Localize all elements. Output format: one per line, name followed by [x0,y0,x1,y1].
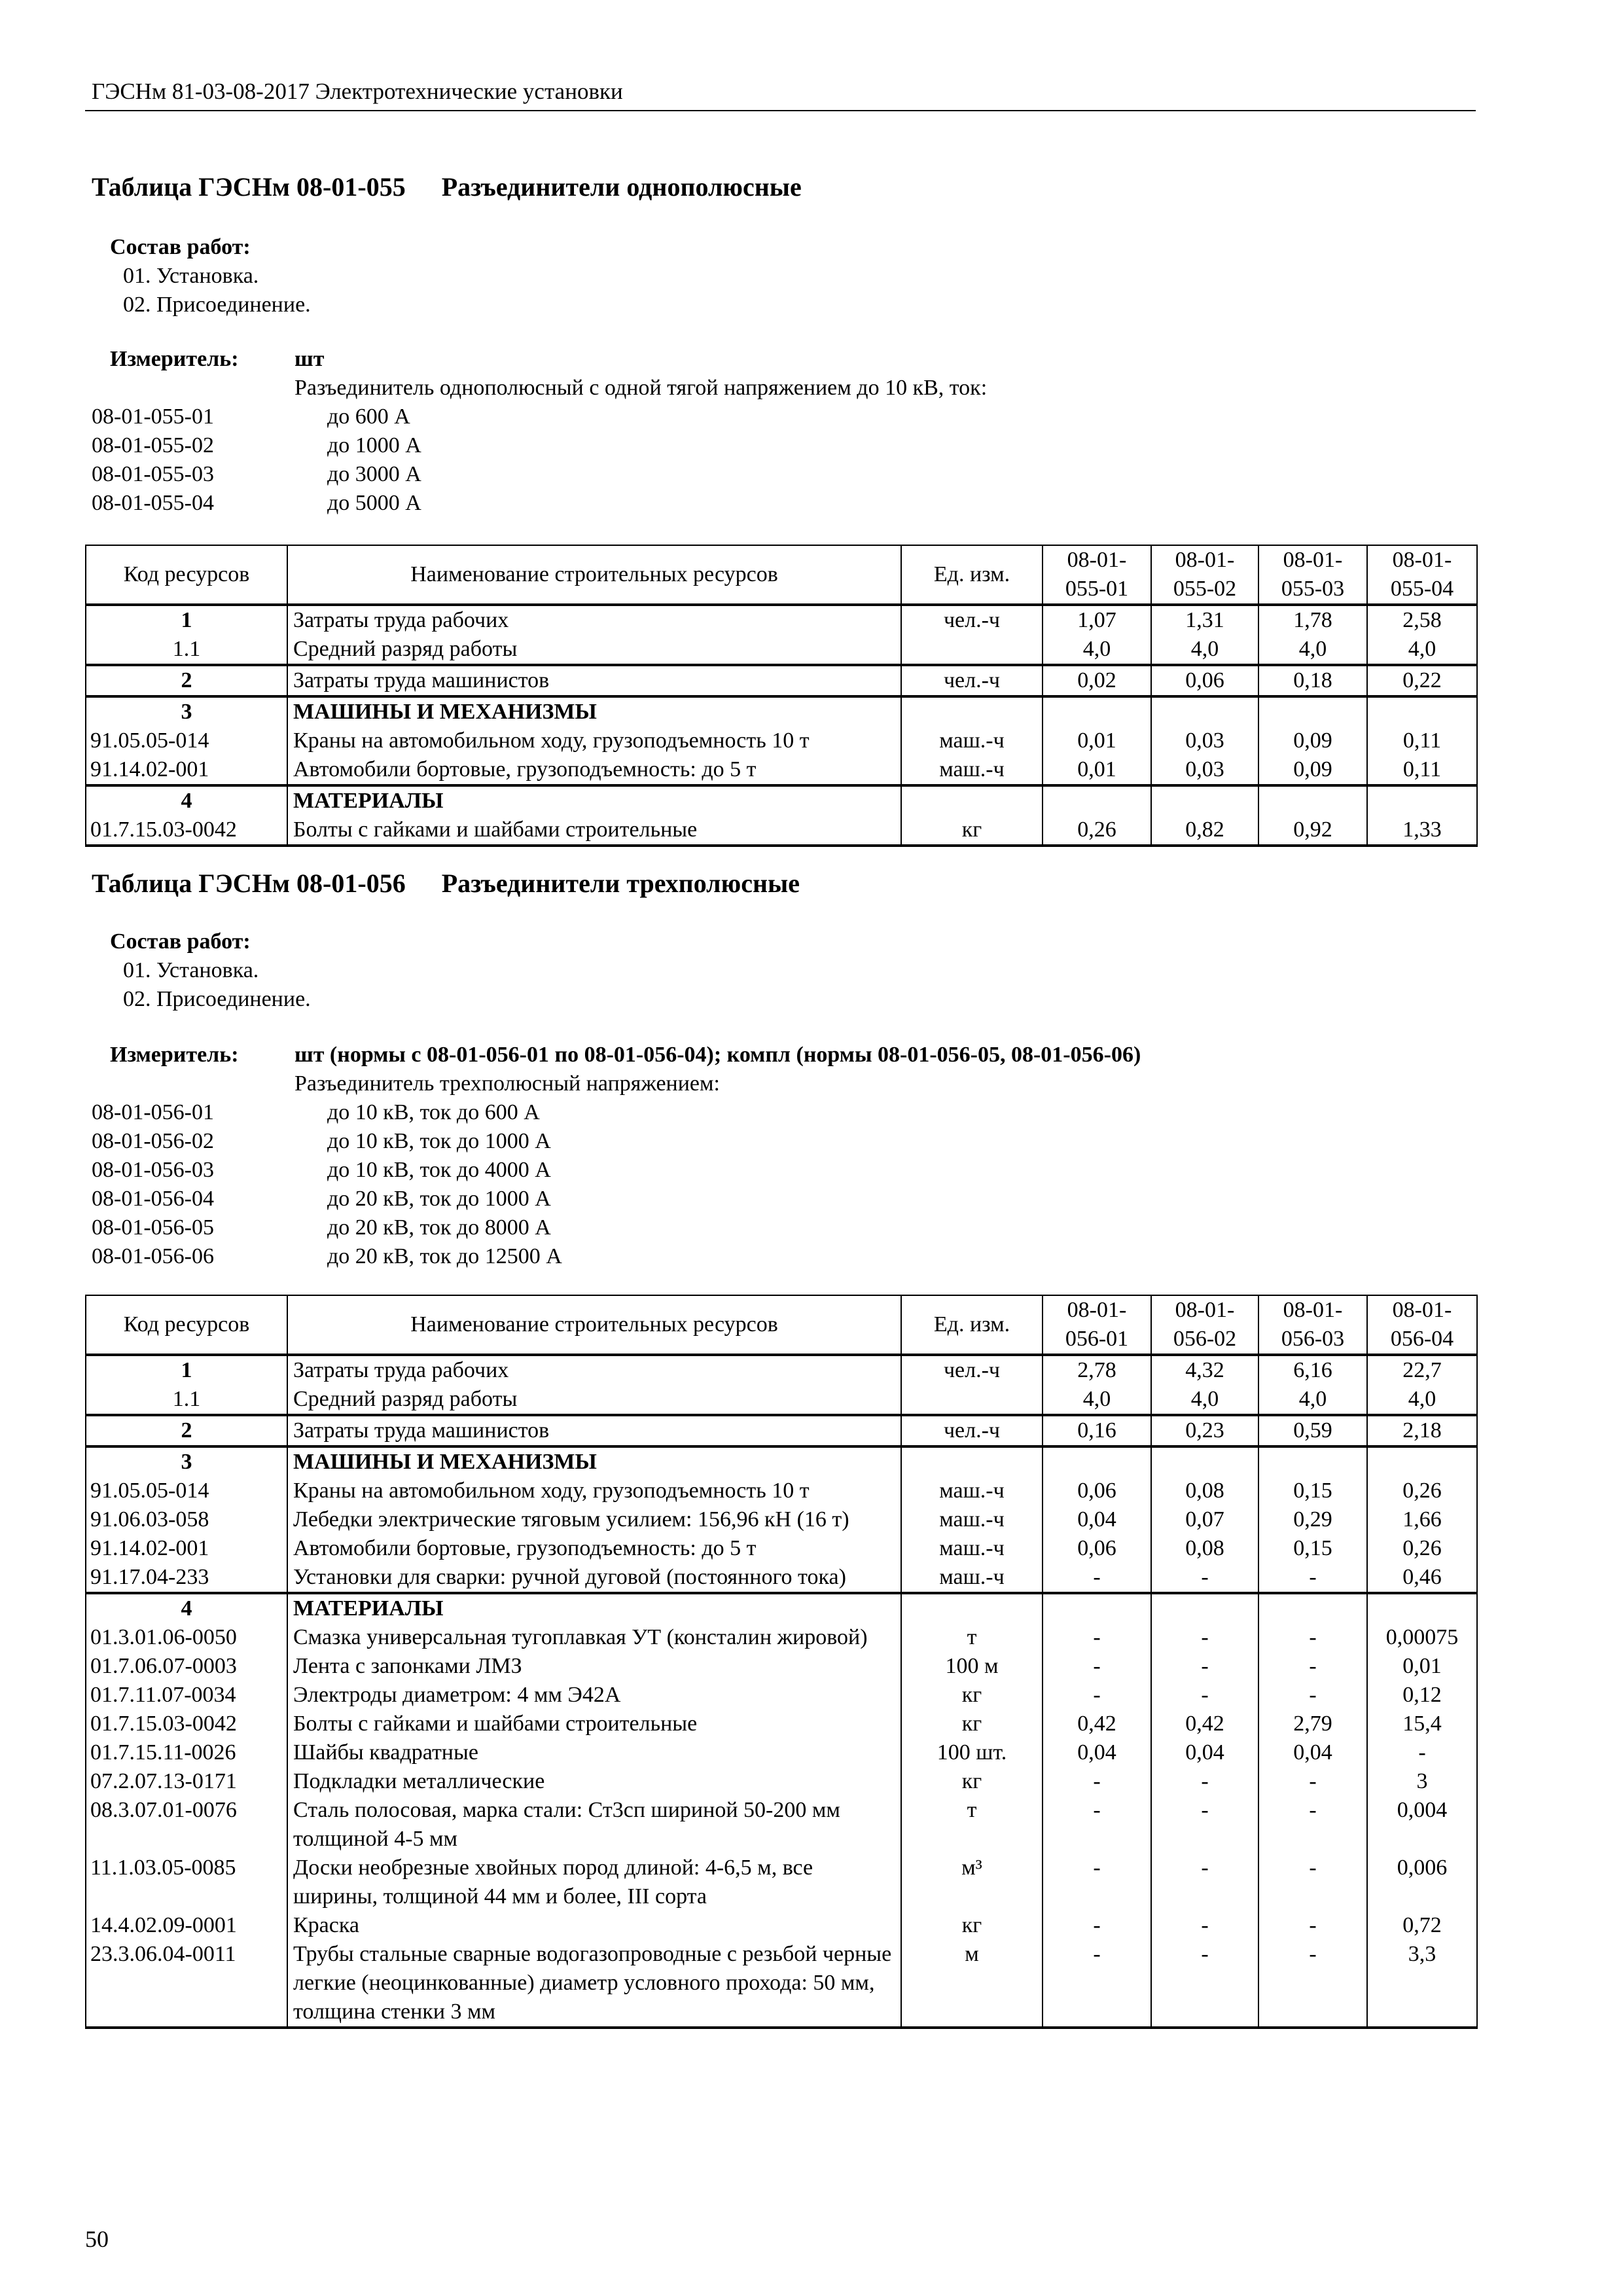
resource-code: 4 [86,1593,287,1623]
norm-value: - [1043,1911,1151,1940]
norm-value: 0,04 [1151,1738,1258,1767]
table-header-row [86,545,1477,605]
resource-unit: чел.-ч [901,605,1043,635]
resource-name: МАТЕРИАЛЫ [287,1593,901,1623]
work-item: 01. Установка. [123,264,259,288]
resource-unit: кг [901,1681,1043,1710]
table-row [86,1767,1477,1796]
resource-unit [901,635,1043,665]
resource-name: Лента с запонками ЛМЗ [287,1652,901,1681]
resource-code: 1.1 [86,635,287,665]
resource-unit: маш.-ч [901,1477,1043,1505]
measure-label: Измеритель: [110,347,239,371]
col-header-code: Код ресурсов [86,1295,287,1355]
norm-value: 0,03 [1151,726,1258,755]
norm-value: 0,12 [1367,1681,1477,1710]
table-row [86,1738,1477,1767]
resource-unit: т [901,1623,1043,1652]
norm-code: 08-01-056-03 [92,1158,214,1182]
work-item: 02. Присоединение. [123,987,311,1011]
resource-name: Шайбы квадратные [287,1738,901,1767]
table-row [86,1940,1477,2028]
norm-value [1258,696,1367,726]
table-row [86,605,1477,635]
norm-value: - [1258,1767,1367,1796]
resource-unit [901,785,1043,816]
norm-value: 0,01 [1043,755,1151,785]
resource-name: Подкладки металлические [287,1767,901,1796]
table-title [92,868,800,899]
norm-text: до 20 кВ, ток до 12500 А [327,1244,562,1268]
resource-name: Краны на автомобильном ходу, грузоподъемность 10 т [287,1477,901,1505]
norm-code: 08-01-055-03 [92,462,214,486]
norm-value: - [1258,1652,1367,1681]
col-header-unit: Ед. изм. [901,545,1043,605]
norm-value [1043,1446,1151,1477]
norm-value: 15,4 [1367,1710,1477,1738]
table-row [86,755,1477,785]
table-row [86,1710,1477,1738]
norm-value: - [1043,1681,1151,1710]
norm-value: 0,26 [1367,1534,1477,1563]
norm-value: - [1258,1796,1367,1854]
norm-code: 08-01-055-01 [92,404,214,429]
norm-value: 1,33 [1367,816,1477,846]
norm-value: 0,09 [1258,726,1367,755]
norm-header-line1: 08-01- [1392,548,1452,572]
norm-text: до 20 кВ, ток до 1000 А [327,1187,551,1211]
norm-description: Разъединитель трехполюсный напряжением: [294,1071,720,1096]
col-header-name: Наименование строительных ресурсов [287,545,901,605]
col-header-norm [1367,545,1477,605]
work-composition-label: Состав работ: [110,235,251,259]
resource-code: 1 [86,605,287,635]
resource-code: 3 [86,696,287,726]
norm-value: 0,16 [1043,1415,1151,1446]
norm-text: до 5000 А [327,491,421,515]
table-row [86,1623,1477,1652]
resource-code: 01.7.15.03-0042 [86,1710,287,1738]
resource-unit: кг [901,816,1043,846]
table-row [86,1593,1477,1623]
table-row [86,1681,1477,1710]
col-header-unit: Ед. изм. [901,1295,1043,1355]
table-row [86,665,1477,696]
resource-name: Затраты труда машинистов [287,1415,901,1446]
norm-value: - [1258,1681,1367,1710]
norm-header-line2: 056-03 [1281,1327,1345,1351]
col-header-norm [1043,1295,1151,1355]
table-row [86,1355,1477,1385]
norm-value: 4,0 [1043,1385,1151,1415]
col-header-code: Код ресурсов [86,545,287,605]
col-header-norm [1367,1295,1477,1355]
norm-header-line1: 08-01- [1283,548,1343,572]
resource-name: Краска [287,1911,901,1940]
norm-value: - [1151,1623,1258,1652]
norm-value: 0,22 [1367,665,1477,696]
resource-code: 2 [86,665,287,696]
resource-code: 4 [86,785,287,816]
norm-code: 08-01-055-02 [92,433,214,457]
norm-value [1043,785,1151,816]
norm-value [1151,1446,1258,1477]
norm-header-line2: 056-01 [1065,1327,1129,1351]
col-header-name: Наименование строительных ресурсов [287,1295,901,1355]
norm-value: 0,29 [1258,1505,1367,1534]
norm-value: 0,08 [1151,1477,1258,1505]
norm-header-line2: 055-02 [1173,577,1237,601]
norm-value: 22,7 [1367,1355,1477,1385]
norm-header-line1: 08-01- [1283,1298,1343,1322]
document-header: ГЭСНм 81-03-08-2017 Электротехнические установки [92,79,623,104]
norm-header-line1: 08-01- [1067,1298,1127,1322]
page-number: 50 [85,2226,109,2252]
norm-value: 1,31 [1151,605,1258,635]
norm-header-line2: 055-04 [1390,577,1454,601]
table-row [86,1652,1477,1681]
resource-code: 01.7.15.03-0042 [86,816,287,846]
col-header-norm [1043,545,1151,605]
resource-code: 91.14.02-001 [86,755,287,785]
resource-unit: кг [901,1710,1043,1738]
resource-code: 91.17.04-233 [86,1563,287,1593]
norm-header-line1: 08-01- [1175,548,1235,572]
norm-value: 1,66 [1367,1505,1477,1534]
table-row [86,696,1477,726]
norm-value: - [1258,1854,1367,1911]
table-title [92,171,802,202]
table-title-name: Разъединители трехполюсные [441,869,800,898]
resource-name: Затраты труда машинистов [287,665,901,696]
norm-code: 08-01-056-04 [92,1187,214,1211]
table-row [86,1534,1477,1563]
measure-value: шт (нормы с 08-01-056-01 по 08-01-056-04); компл (нормы 08-01-056-05, 08-01-056-06) [294,1043,1141,1067]
norm-value: - [1258,1563,1367,1593]
resource-name: Трубы стальные сварные водогазопроводные с резьбой черные легкие (неоцинкованные) диаметр условного прохода: 50 мм, толщина стенки 3 мм [287,1940,901,2028]
norm-value [1367,1593,1477,1623]
resource-unit [901,1593,1043,1623]
norm-value [1151,785,1258,816]
resource-code: 01.7.06.07-0003 [86,1652,287,1681]
resource-unit: м [901,1940,1043,2028]
norm-value [1258,1446,1367,1477]
work-item: 02. Присоединение. [123,293,311,317]
norm-value: 0,06 [1043,1477,1151,1505]
col-header-norm [1258,1295,1367,1355]
col-header-norm [1258,545,1367,605]
resource-unit: м³ [901,1854,1043,1911]
resource-unit [901,1446,1043,1477]
resource-name: Краны на автомобильном ходу, грузоподъемность 10 т [287,726,901,755]
norm-value: 0,006 [1367,1854,1477,1911]
resources-table [85,545,1478,847]
norm-code: 08-01-056-05 [92,1215,214,1240]
norm-value [1043,696,1151,726]
resource-unit: т [901,1796,1043,1854]
norm-value: 0,09 [1258,755,1367,785]
norm-value: 0,23 [1151,1415,1258,1446]
resource-code: 91.05.05-014 [86,1477,287,1505]
norm-text: до 10 кВ, ток до 1000 А [327,1129,551,1153]
norm-text: до 1000 А [327,433,421,457]
norm-text: до 20 кВ, ток до 8000 А [327,1215,551,1240]
resource-code: 1 [86,1355,287,1385]
norm-value: 4,0 [1043,635,1151,665]
resource-unit: чел.-ч [901,1415,1043,1446]
resource-code: 3 [86,1446,287,1477]
norm-value: - [1043,1623,1151,1652]
norm-value: 4,32 [1151,1355,1258,1385]
norm-value: 0,03 [1151,755,1258,785]
resource-code: 01.7.15.11-0026 [86,1738,287,1767]
resource-name: Средний разряд работы [287,635,901,665]
norm-value: 0,26 [1043,816,1151,846]
norm-value: 3 [1367,1767,1477,1796]
norm-text: до 10 кВ, ток до 600 А [327,1100,540,1124]
norm-value [1043,1593,1151,1623]
resource-name: МАШИНЫ И МЕХАНИЗМЫ [287,1446,901,1477]
norm-value: - [1151,1681,1258,1710]
norm-value: 0,42 [1043,1710,1151,1738]
norm-value: - [1043,1563,1151,1593]
resource-name: Средний разряд работы [287,1385,901,1415]
measure-label: Измеритель: [110,1043,239,1067]
table-row [86,816,1477,846]
table-row [86,785,1477,816]
resource-name: Лебедки электрические тяговым усилием: 156,96 кН (16 т) [287,1505,901,1534]
norm-value [1151,1593,1258,1623]
norm-value: 2,78 [1043,1355,1151,1385]
norm-value: - [1151,1796,1258,1854]
norm-value: 0,15 [1258,1534,1367,1563]
norm-value: 0,01 [1367,1652,1477,1681]
resource-unit: маш.-ч [901,1563,1043,1593]
norm-header-line2: 055-01 [1065,577,1129,601]
resource-name: Автомобили бортовые, грузоподъемность: до 5 т [287,755,901,785]
measure-value: шт [294,347,325,371]
norm-value: 0,08 [1151,1534,1258,1563]
norm-value [1367,1446,1477,1477]
norm-value: - [1043,1767,1151,1796]
resource-unit: 100 м [901,1652,1043,1681]
norm-code: 08-01-056-01 [92,1100,214,1124]
norm-value: - [1151,1652,1258,1681]
norm-value: 0,18 [1258,665,1367,696]
norm-value: 0,11 [1367,755,1477,785]
resource-unit: маш.-ч [901,1505,1043,1534]
norm-header-line2: 056-02 [1173,1327,1237,1351]
work-composition-label: Состав работ: [110,929,251,954]
resource-name: МАТЕРИАЛЫ [287,785,901,816]
norm-value: 4,0 [1151,635,1258,665]
resource-code: 91.06.03-058 [86,1505,287,1534]
table-row [86,1385,1477,1415]
norm-value: 2,58 [1367,605,1477,635]
resource-code: 91.05.05-014 [86,726,287,755]
norm-value: - [1151,1854,1258,1911]
resources-table [85,1295,1478,2029]
table-header-row [86,1295,1477,1355]
norm-value: - [1043,1854,1151,1911]
resource-name: МАШИНЫ И МЕХАНИЗМЫ [287,696,901,726]
norm-value: - [1043,1796,1151,1854]
norm-value: 0,04 [1258,1738,1367,1767]
norm-value: 0,46 [1367,1563,1477,1593]
norm-header-line1: 08-01- [1067,548,1127,572]
resource-name: Болты с гайками и шайбами строительные [287,816,901,846]
norm-value: - [1151,1767,1258,1796]
norm-value: - [1258,1623,1367,1652]
norm-value: 0,59 [1258,1415,1367,1446]
norm-value: 0,02 [1043,665,1151,696]
table-row [86,1796,1477,1854]
resource-code: 91.14.02-001 [86,1534,287,1563]
norm-value: - [1258,1911,1367,1940]
table-row [86,1505,1477,1534]
norm-value: 0,92 [1258,816,1367,846]
norm-header-line1: 08-01- [1392,1298,1452,1322]
norm-value: 0,11 [1367,726,1477,755]
norm-value: 0,82 [1151,816,1258,846]
resource-unit: маш.-ч [901,755,1043,785]
col-header-norm [1151,1295,1258,1355]
norm-value: - [1043,1652,1151,1681]
norm-value: 4,0 [1258,1385,1367,1415]
resource-code: 01.7.11.07-0034 [86,1681,287,1710]
norm-code: 08-01-056-02 [92,1129,214,1153]
resource-code: 2 [86,1415,287,1446]
table-row [86,1563,1477,1593]
resource-name: Болты с гайками и шайбами строительные [287,1710,901,1738]
table-row [86,726,1477,755]
norm-value: 0,00075 [1367,1623,1477,1652]
norm-value [1367,696,1477,726]
norm-value: 2,18 [1367,1415,1477,1446]
norm-value [1258,785,1367,816]
table-row [86,1911,1477,1940]
norm-text: до 10 кВ, ток до 4000 А [327,1158,551,1182]
resource-name: Затраты труда рабочих [287,1355,901,1385]
norm-value: - [1151,1940,1258,2028]
norm-value [1258,1593,1367,1623]
resource-unit: маш.-ч [901,1534,1043,1563]
norm-value: - [1043,1940,1151,2028]
resource-name: Электроды диаметром: 4 мм Э42А [287,1681,901,1710]
table-row [86,635,1477,665]
resource-unit [901,1385,1043,1415]
resource-name: Затраты труда рабочих [287,605,901,635]
norm-code: 08-01-056-06 [92,1244,214,1268]
header-divider [85,110,1476,111]
norm-value: - [1258,1940,1367,2028]
norm-value: 0,42 [1151,1710,1258,1738]
norm-header-line1: 08-01- [1175,1298,1235,1322]
norm-value: 0,06 [1151,665,1258,696]
norm-text: до 3000 А [327,462,421,486]
table-row [86,1854,1477,1911]
table-title-name: Разъединители однополюсные [441,172,802,202]
resource-unit: чел.-ч [901,1355,1043,1385]
norm-value: - [1367,1738,1477,1767]
norm-value [1367,785,1477,816]
norm-header-line2: 055-03 [1281,577,1345,601]
resource-code: 14.4.02.09-0001 [86,1911,287,1940]
resource-name: Доски необрезные хвойных пород длиной: 4-6,5 м, все ширины, толщиной 44 мм и более, III сорта [287,1854,901,1911]
norm-value: 4,0 [1258,635,1367,665]
resource-unit: маш.-ч [901,726,1043,755]
norm-header-line2: 056-04 [1390,1327,1454,1351]
resource-code: 01.3.01.06-0050 [86,1623,287,1652]
table-title-code: Таблица ГЭСНм 08-01-056 [92,869,406,898]
norm-value: 0,07 [1151,1505,1258,1534]
norm-value: 0,15 [1258,1477,1367,1505]
norm-description: Разъединитель однополюсный с одной тягой напряжением до 10 кВ, ток: [294,376,988,400]
norm-value: 0,26 [1367,1477,1477,1505]
resource-unit: 100 шт. [901,1738,1043,1767]
resource-name: Сталь полосовая, марка стали: Ст3сп шириной 50-200 мм толщиной 4-5 мм [287,1796,901,1854]
work-item: 01. Установка. [123,958,259,982]
norm-value: 0,06 [1043,1534,1151,1563]
norm-value: 4,0 [1151,1385,1258,1415]
resource-unit: кг [901,1767,1043,1796]
norm-value: 4,0 [1367,1385,1477,1415]
norm-value: 0,004 [1367,1796,1477,1854]
norm-value: 0,01 [1043,726,1151,755]
norm-value: 6,16 [1258,1355,1367,1385]
table-row [86,1415,1477,1446]
resource-name: Смазка универсальная тугоплавкая УТ (консталин жировой) [287,1623,901,1652]
table-row [86,1477,1477,1505]
norm-value: 4,0 [1367,635,1477,665]
norm-value: 0,04 [1043,1505,1151,1534]
resource-code: 1.1 [86,1385,287,1415]
norm-value [1151,696,1258,726]
norm-text: до 600 А [327,404,410,429]
norm-value: - [1151,1911,1258,1940]
norm-value: 1,07 [1043,605,1151,635]
resource-unit [901,696,1043,726]
norm-value: 0,72 [1367,1911,1477,1940]
norm-value: 2,79 [1258,1710,1367,1738]
resource-code: 07.2.07.13-0171 [86,1767,287,1796]
resource-unit: чел.-ч [901,665,1043,696]
resource-code: 08.3.07.01-0076 [86,1796,287,1854]
resource-code: 11.1.03.05-0085 [86,1854,287,1911]
norm-value: 3,3 [1367,1940,1477,2028]
resource-name: Автомобили бортовые, грузоподъемность: до 5 т [287,1534,901,1563]
norm-value: 0,04 [1043,1738,1151,1767]
norm-code: 08-01-055-04 [92,491,214,515]
col-header-norm [1151,545,1258,605]
resource-unit: кг [901,1911,1043,1940]
table-title-code: Таблица ГЭСНм 08-01-055 [92,172,406,202]
resource-code: 23.3.06.04-0011 [86,1940,287,2028]
table-row [86,1446,1477,1477]
norm-value: 1,78 [1258,605,1367,635]
norm-value: - [1151,1563,1258,1593]
resource-name: Установки для сварки: ручной дуговой (постоянного тока) [287,1563,901,1593]
